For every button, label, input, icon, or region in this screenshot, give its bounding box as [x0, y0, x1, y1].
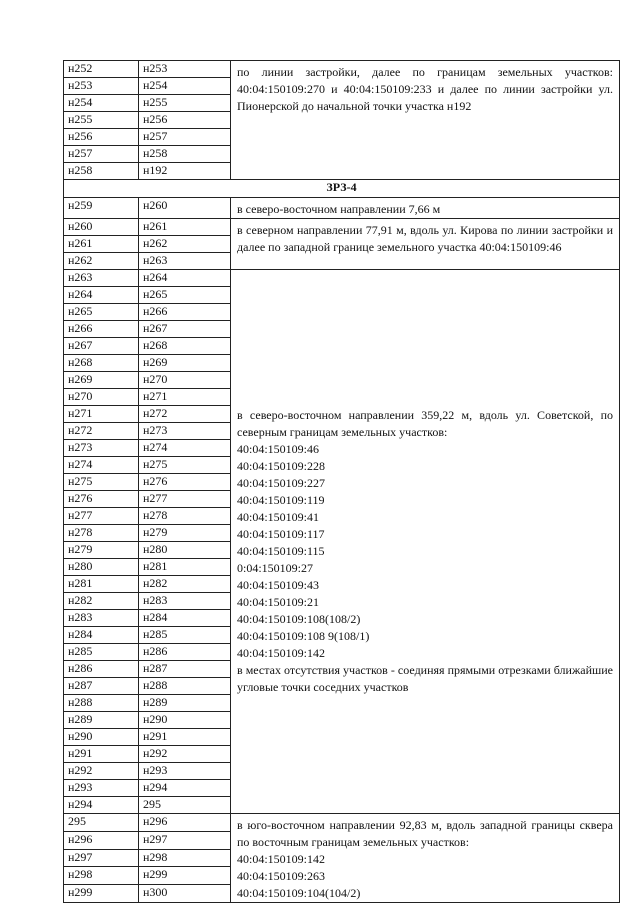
description-line: 40:04:150109:21 [237, 595, 320, 609]
table-row [64, 814, 620, 832]
point-from: н275 [64, 474, 139, 491]
point-to: н281 [139, 559, 231, 576]
point-from: н266 [64, 321, 139, 338]
point-to: н299 [139, 867, 231, 885]
section-row [64, 180, 620, 198]
point-to: н253 [139, 61, 231, 78]
point-from: н290 [64, 729, 139, 746]
description-line: 0:04:150109:27 [237, 561, 314, 575]
point-from: н252 [64, 61, 139, 78]
point-to: н287 [139, 661, 231, 678]
point-from: н284 [64, 627, 139, 644]
point-from: н292 [64, 763, 139, 780]
point-to: н277 [139, 491, 231, 508]
point-from: н283 [64, 610, 139, 627]
point-to: н284 [139, 610, 231, 627]
point-from: 295 [64, 814, 139, 832]
point-to: н263 [139, 253, 231, 270]
point-from: н285 [64, 644, 139, 661]
point-to: н293 [139, 763, 231, 780]
description-line: 40:04:150109:263 [237, 869, 326, 883]
table-row [64, 270, 620, 287]
description-line: по линии застройки, далее по границам земельных участков: 40:04:150109:270 и 40:04:150109:233 и далее по линии застройки ул. Пионерской до начальной точки участка н192 [237, 65, 613, 113]
point-to: 295 [139, 797, 231, 814]
point-to: н286 [139, 644, 231, 661]
boundary-description [231, 219, 620, 270]
point-from: н294 [64, 797, 139, 814]
point-from: н291 [64, 746, 139, 763]
point-from: н277 [64, 508, 139, 525]
point-from: н276 [64, 491, 139, 508]
point-to: н275 [139, 457, 231, 474]
point-to: н297 [139, 831, 231, 849]
point-from: н254 [64, 95, 139, 112]
point-to: н254 [139, 78, 231, 95]
point-from: н282 [64, 593, 139, 610]
description-line: 40:04:150109:228 [237, 459, 326, 473]
point-to: н294 [139, 780, 231, 797]
point-to: н267 [139, 321, 231, 338]
point-from: н296 [64, 831, 139, 849]
point-from: н298 [64, 867, 139, 885]
point-to: н262 [139, 236, 231, 253]
description-line: 40:04:150109:119 [237, 493, 325, 507]
point-from: н286 [64, 661, 139, 678]
point-to: н268 [139, 338, 231, 355]
point-to: н270 [139, 372, 231, 389]
point-from: н287 [64, 678, 139, 695]
table-row [64, 61, 620, 78]
point-from: н259 [64, 198, 139, 219]
point-to: н274 [139, 440, 231, 457]
point-from: н253 [64, 78, 139, 95]
point-to: н289 [139, 695, 231, 712]
table-row [64, 219, 620, 236]
point-to: н283 [139, 593, 231, 610]
description-line: 40:04:150109:142 [237, 852, 326, 866]
point-to: н273 [139, 423, 231, 440]
section-title: ЗРЗ-4 [64, 180, 620, 198]
description-line: 40:04:150109:108(108/2) [237, 612, 361, 626]
point-from: н271 [64, 406, 139, 423]
point-to: н298 [139, 849, 231, 867]
point-from: н263 [64, 270, 139, 287]
point-to: н290 [139, 712, 231, 729]
point-to: н260 [139, 198, 231, 219]
point-from: н297 [64, 849, 139, 867]
description-line: в северном направлении 77,91 м, вдоль ул. Кирова по линии застройки и далее по западной границе земельного участка 40:04:150109:46 [237, 223, 613, 254]
point-from: н267 [64, 338, 139, 355]
point-to: н276 [139, 474, 231, 491]
description-line: в юго-восточном направлении 92,83 м, вдоль западной границы сквера по восточным границам земельных участков: [237, 818, 613, 849]
point-from: н255 [64, 112, 139, 129]
point-from: н278 [64, 525, 139, 542]
point-from: н268 [64, 355, 139, 372]
boundary-table-body [64, 61, 620, 903]
description-line: в местах отсутствия участков - соединяя прямыми отрезками ближайшие угловые точки соседних участков [237, 663, 613, 694]
point-from: н299 [64, 885, 139, 903]
point-from: н279 [64, 542, 139, 559]
point-from: н262 [64, 253, 139, 270]
point-from: н269 [64, 372, 139, 389]
point-from: н261 [64, 236, 139, 253]
point-from: н257 [64, 146, 139, 163]
point-to: н279 [139, 525, 231, 542]
boundary-table [63, 60, 620, 903]
point-to: н291 [139, 729, 231, 746]
point-to: н282 [139, 576, 231, 593]
point-to: н256 [139, 112, 231, 129]
boundary-description [231, 198, 620, 219]
table-row [64, 198, 620, 219]
boundary-description [231, 270, 620, 814]
point-to: н192 [139, 163, 231, 180]
description-line: в северо-восточном направлении 7,66 м [237, 202, 441, 216]
description-line: 40:04:150109:117 [237, 527, 325, 541]
point-to: н266 [139, 304, 231, 321]
point-to: н280 [139, 542, 231, 559]
point-from: н288 [64, 695, 139, 712]
point-from: н264 [64, 287, 139, 304]
point-from: н272 [64, 423, 139, 440]
point-from: н280 [64, 559, 139, 576]
point-to: н261 [139, 219, 231, 236]
point-to: н264 [139, 270, 231, 287]
point-from: н293 [64, 780, 139, 797]
point-from: н260 [64, 219, 139, 236]
point-from: н256 [64, 129, 139, 146]
point-to: н272 [139, 406, 231, 423]
point-to: н285 [139, 627, 231, 644]
point-to: н271 [139, 389, 231, 406]
point-to: н258 [139, 146, 231, 163]
point-to: н269 [139, 355, 231, 372]
point-from: н265 [64, 304, 139, 321]
point-from: н274 [64, 457, 139, 474]
point-to: н288 [139, 678, 231, 695]
description-line: в северо-восточном направлении 359,22 м, вдоль ул. Советской, по северным границам земельных участков: [237, 408, 613, 439]
description-line: 40:04:150109:46 [237, 442, 320, 456]
point-to: н255 [139, 95, 231, 112]
boundary-description [231, 61, 620, 180]
description-line: 40:04:150109:108 9(108/1) [237, 629, 370, 643]
description-line: 40:04:150109:142 [237, 646, 326, 660]
description-line: 40:04:150109:115 [237, 544, 325, 558]
description-line: 40:04:150109:104(104/2) [237, 886, 361, 900]
point-from: н289 [64, 712, 139, 729]
point-to: н265 [139, 287, 231, 304]
point-to: н257 [139, 129, 231, 146]
boundary-description [231, 814, 620, 903]
description-line: 40:04:150109:41 [237, 510, 320, 524]
point-from: н270 [64, 389, 139, 406]
point-from: н281 [64, 576, 139, 593]
point-to: н292 [139, 746, 231, 763]
point-to: н296 [139, 814, 231, 832]
point-to: н278 [139, 508, 231, 525]
point-from: н273 [64, 440, 139, 457]
point-from: н258 [64, 163, 139, 180]
point-to: н300 [139, 885, 231, 903]
description-line: 40:04:150109:43 [237, 578, 320, 592]
description-line: 40:04:150109:227 [237, 476, 326, 490]
